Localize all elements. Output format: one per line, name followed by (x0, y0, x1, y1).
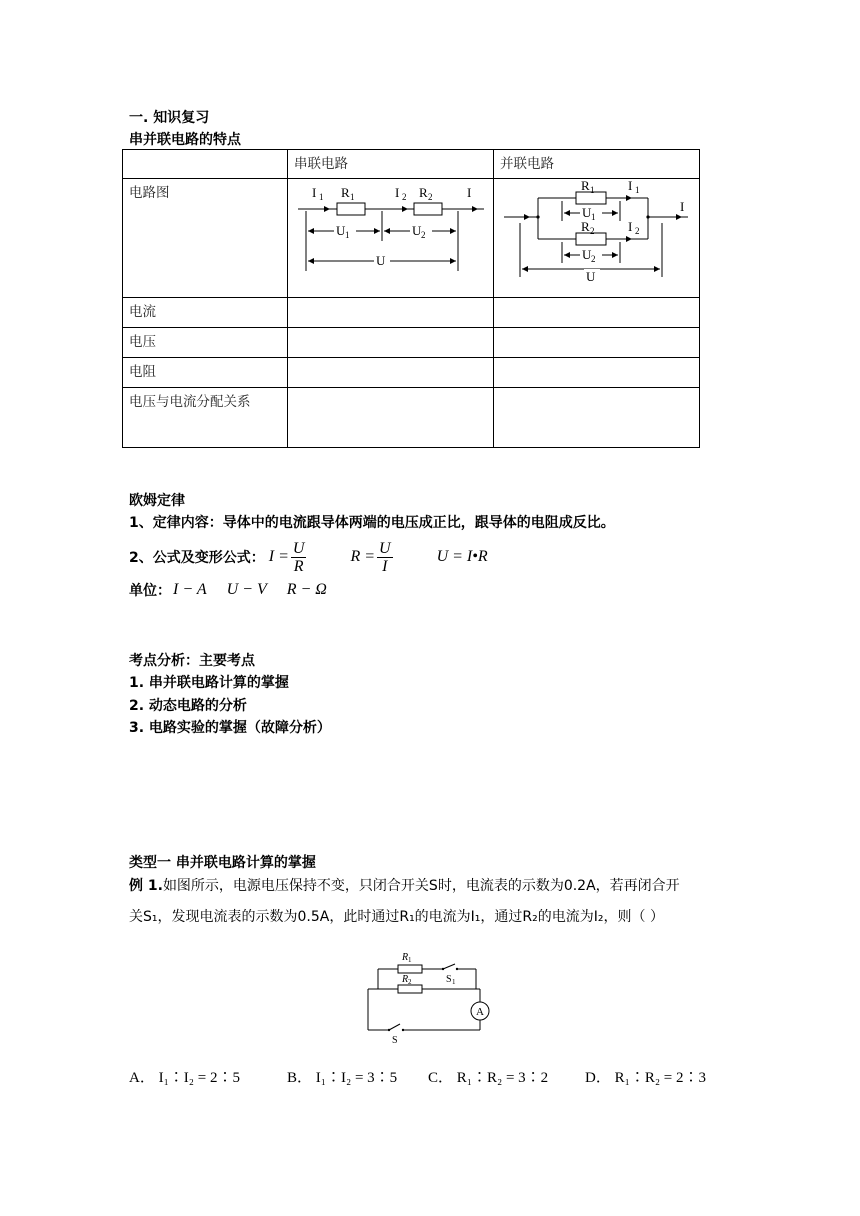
parallel-circuit-diagram (500, 181, 694, 291)
parallel-circuit-cell (494, 179, 700, 298)
switch-s1 (443, 964, 455, 969)
answer-cell[interactable] (288, 328, 494, 358)
formula-1-numerator: U (292, 539, 305, 557)
answer-cell[interactable] (288, 358, 494, 388)
label-r2: R (402, 974, 409, 985)
label-i1: I (628, 181, 633, 193)
label-s1: S (446, 974, 452, 985)
table-row (123, 388, 700, 448)
analysis-item-1: 1. 串并联电路计算的掌握 (129, 675, 289, 691)
label-r2-sub: 2 (590, 226, 595, 236)
label-i1: I (312, 185, 317, 200)
series-circuit-cell (288, 179, 494, 298)
row-label-voltage: 电压 (123, 328, 288, 358)
label-u1: U (336, 223, 346, 238)
header-cell-parallel: 并联电路 (494, 150, 700, 179)
label-r2-sub: 2 (408, 978, 412, 986)
type1-title: 类型一 串并联电路计算的掌握 (129, 855, 316, 871)
header-cell-series: 串联电路 (288, 150, 494, 179)
label-r1: R (581, 181, 590, 193)
label-ammeter: A (476, 1006, 484, 1018)
example-circuit-diagram (362, 944, 494, 1046)
resistor-r2 (398, 985, 422, 993)
option-d[interactable]: D． R₁∶R₂ = 2∶3 (585, 1070, 707, 1086)
label-r2: R (581, 219, 590, 234)
answer-cell[interactable] (494, 298, 700, 328)
header-cell-empty (123, 150, 288, 179)
table-row (123, 179, 700, 298)
circuit-characteristics-table (122, 149, 700, 448)
ohm-line-1: 1、定律内容：导体中的电流跟导体两端的电压成正比，跟导体的电阻成反比。 (129, 515, 615, 531)
table-header-row (123, 150, 700, 179)
answer-cell[interactable] (494, 328, 700, 358)
units-line (129, 580, 327, 600)
label-r2: R (419, 185, 428, 200)
switch-s (389, 1024, 400, 1030)
resistor-r2 (414, 203, 442, 215)
option-a[interactable]: A． I₁∶I₂ = 2∶5 (129, 1070, 240, 1086)
label-i2: I (395, 185, 400, 200)
label-r1-sub: 1 (590, 185, 595, 195)
formula-2-denominator: I (382, 557, 388, 575)
label-u1-sub: 1 (345, 230, 350, 240)
answer-cell[interactable] (494, 388, 700, 448)
option-c[interactable]: C． R₁∶R₂ = 3∶2 (428, 1070, 549, 1086)
label-i: I (680, 199, 685, 214)
ohm-title: 欧姆定律 (129, 493, 185, 509)
series-circuit-diagram (294, 181, 488, 291)
label-i1-sub: 1 (635, 185, 640, 195)
formula-1-left: I = (268, 548, 289, 565)
row-label-diagram: 电路图 (123, 179, 288, 298)
row-label-resistance: 电阻 (123, 358, 288, 388)
ohm-line-2-prefix: 2、公式及变形公式： (129, 550, 265, 566)
formula-3: U = I•R (436, 548, 488, 565)
unit-current: I − A (173, 581, 207, 598)
label-u2-sub: 2 (591, 254, 596, 264)
label-r1: R (341, 185, 350, 200)
table-row (123, 298, 700, 328)
resistor-r1 (398, 965, 422, 973)
example-1-line-2: 关S₁，发现电流表的示数为0.5A，此时通过R₁的电流为I₁，通过R₂的电流为I₂，则（ ） (129, 909, 664, 925)
label-r2-sub: 2 (428, 192, 433, 202)
option-b[interactable]: B． I₁∶I₂ = 3∶5 (287, 1070, 398, 1086)
label-i1-sub: 1 (319, 192, 324, 202)
answer-cell[interactable] (288, 298, 494, 328)
example-1-line-1 (129, 875, 680, 895)
label-u: U (376, 253, 386, 268)
answer-cell[interactable] (494, 358, 700, 388)
ohm-formula-line (129, 535, 488, 579)
table-caption: 串并联电路的特点 (129, 132, 241, 148)
analysis-item-2: 2. 动态电路的分析 (129, 698, 247, 714)
formula-1-fraction (291, 540, 307, 575)
label-u: U (586, 269, 596, 284)
label-u2-sub: 2 (421, 230, 426, 240)
label-r1: R (402, 952, 409, 963)
row-label-current: 电流 (123, 298, 288, 328)
section-title: 一. 知识复习 (129, 110, 210, 126)
resistor-r1 (337, 203, 365, 215)
formula-2-numerator: U (379, 539, 391, 557)
formula-2-left: R = (350, 548, 376, 565)
label-u2: U (582, 247, 592, 262)
formula-2-fraction (377, 540, 393, 575)
label-u1: U (582, 205, 592, 220)
label-u1-sub: 1 (591, 212, 596, 222)
label-s1-sub: 1 (452, 978, 456, 986)
row-label-distribution: 电压与电流分配关系 (123, 388, 288, 448)
label-i2-sub: 2 (402, 192, 407, 202)
formula-1-denominator: R (293, 557, 304, 575)
label-r1-sub: 1 (408, 956, 412, 964)
label-i2: I (628, 219, 633, 234)
label-i2-sub: 2 (635, 226, 640, 236)
table-row (123, 358, 700, 388)
example-text-1: 如图所示，电源电压保持不变，只闭合开关S时，电流表的示数为0.2A，若再闭合开 (162, 878, 680, 894)
answer-cell[interactable] (288, 388, 494, 448)
unit-voltage: U − V (226, 581, 267, 598)
analysis-title: 考点分析：主要考点 (129, 653, 255, 669)
example-label: 例 1. (129, 878, 163, 894)
label-s: S (392, 1035, 398, 1046)
label-u2: U (412, 223, 422, 238)
label-r1-sub: 1 (350, 192, 355, 202)
analysis-item-3: 3. 电路实验的掌握（故障分析） (129, 720, 331, 736)
unit-resistance: R − Ω (286, 581, 327, 598)
units-prefix: 单位： (129, 583, 171, 599)
table-row (123, 328, 700, 358)
label-i: I (467, 185, 472, 200)
